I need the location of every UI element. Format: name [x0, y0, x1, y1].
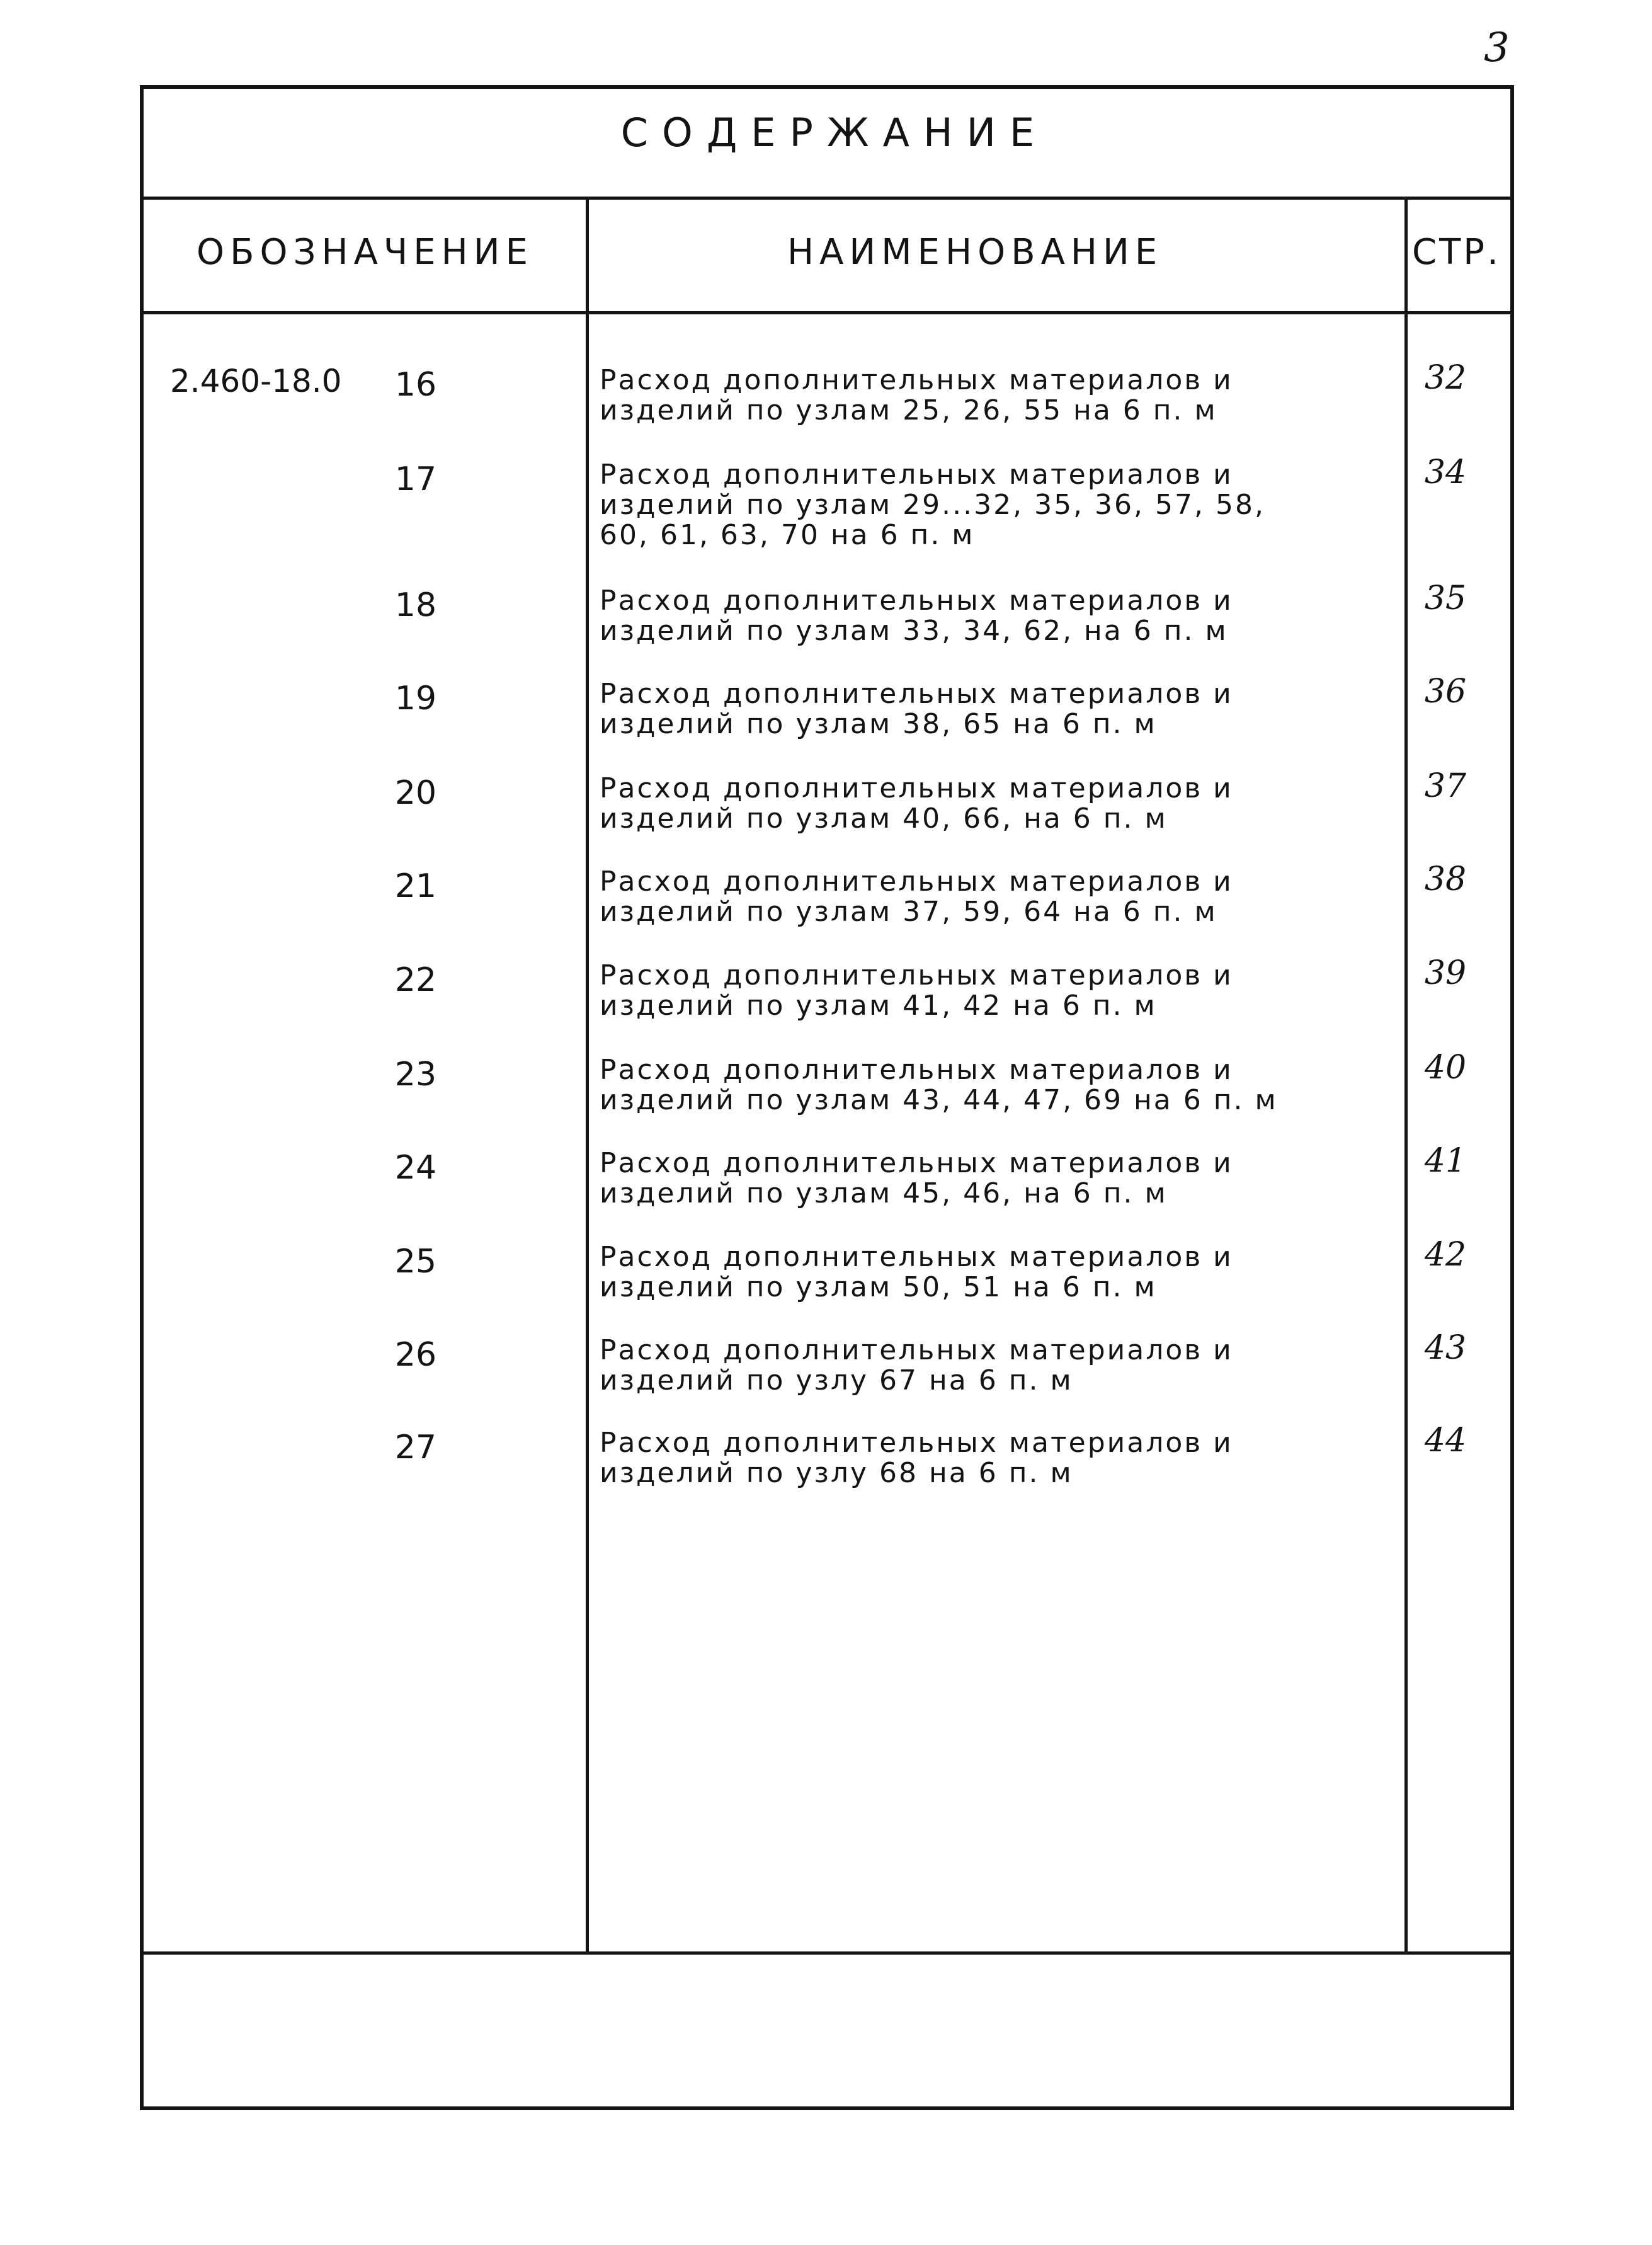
row-name: Расход дополнительных материалов и изделий по узлам 33, 34, 62, на 6 п. м [600, 585, 1233, 647]
row-page: 40 [1424, 1049, 1467, 1087]
row-name: Расход дополнительных материалов и изделий по узлу 67 на 6 п. м [600, 1334, 1233, 1397]
row-name: Расход дополнительных материалов и изделий по узлу 68 на 6 п. м [600, 1427, 1233, 1489]
row-name: Расход дополнительных материалов и изделий по узлам 43, 44, 47, 69 на 6 п. м [600, 1054, 1278, 1116]
row-page: 38 [1424, 860, 1467, 898]
row-number: 21 [394, 867, 437, 905]
row-name: Расход дополнительных материалов и изделий по узлам 50, 51 на 6 п. м [600, 1241, 1233, 1303]
row-name: Расход дополнительных материалов и изделий по узлам 40, 66, на 6 п. м [600, 772, 1233, 835]
row-number: 25 [394, 1243, 437, 1281]
row-page: 32 [1424, 359, 1467, 397]
column-header-page: СТР. [1412, 232, 1501, 273]
table-border-top [140, 85, 1514, 89]
table-border-right [1510, 85, 1514, 2110]
header-divider [140, 311, 1514, 314]
page-number: 3 [1484, 25, 1510, 71]
row-page: 39 [1424, 954, 1467, 992]
row-number: 16 [394, 366, 437, 404]
row-number: 20 [394, 774, 437, 812]
column-header-name: НАИМЕНОВАНИЕ [787, 232, 1163, 273]
table-border-bottom [140, 2106, 1514, 2110]
row-number: 22 [394, 961, 437, 999]
row-name: Расход дополнительных материалов и изделий по узлам 38, 65 на 6 п. м [600, 678, 1233, 740]
column-divider-1 [586, 198, 589, 1953]
row-number: 26 [394, 1336, 437, 1374]
row-name: Расход дополнительных материалов и изделий по узлам 45, 46, на 6 п. м [600, 1147, 1233, 1209]
column-header-designation: ОБОЗНАЧЕНИЕ [197, 232, 534, 273]
document-title: СОДЕРЖАНИЕ [620, 110, 1049, 156]
row-number: 24 [394, 1149, 437, 1187]
row-page: 37 [1424, 767, 1467, 805]
row-page: 36 [1424, 673, 1467, 711]
row-name: Расход дополнительных материалов и изделий по узлам 29...32, 35, 36, 57, 58, 60, 61, 63, 70 на 6 п. м [600, 459, 1265, 551]
title-divider [140, 197, 1514, 200]
row-name: Расход дополнительных материалов и изделий по узлам 37, 59, 64 на 6 п. м [600, 865, 1233, 928]
column-divider-2 [1404, 198, 1408, 1953]
row-name: Расход дополнительных материалов и изделий по узлам 41, 42 на 6 п. м [600, 959, 1233, 1022]
row-number: 18 [394, 586, 437, 624]
row-number: 17 [394, 460, 437, 498]
row-number: 27 [394, 1429, 437, 1466]
row-page: 41 [1424, 1142, 1467, 1180]
row-page: 44 [1424, 1422, 1467, 1460]
row-page: 43 [1424, 1329, 1467, 1367]
document-code: 2.460-18.0 [170, 363, 342, 399]
row-number: 19 [394, 680, 437, 717]
table-border-left [140, 85, 144, 2110]
row-page: 35 [1424, 580, 1467, 617]
row-number: 23 [394, 1056, 437, 1094]
row-name: Расход дополнительных материалов и изделий по узлам 25, 26, 55 на 6 п. м [600, 364, 1233, 426]
row-page: 42 [1424, 1236, 1467, 1274]
footer-divider [140, 1951, 1514, 1955]
row-page: 34 [1424, 454, 1467, 491]
